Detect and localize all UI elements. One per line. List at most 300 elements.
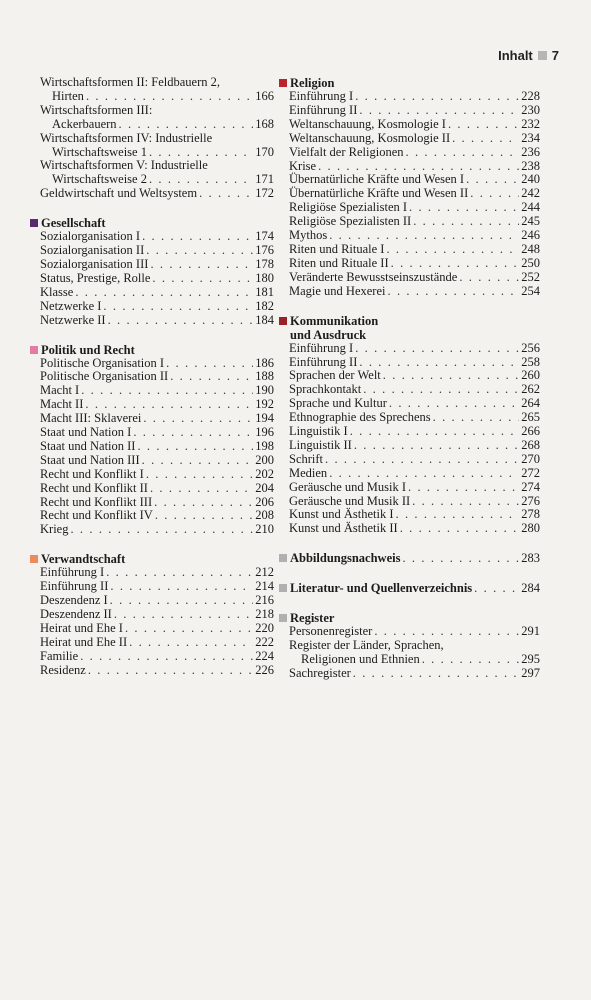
leader-dots [470,187,519,201]
toc-entry[interactable] [289,118,540,132]
section-heading-page: 284 [521,581,540,596]
toc-entry[interactable] [289,397,540,411]
leader-dots [114,608,253,622]
leader-dots [106,566,253,580]
leader-dots [81,384,253,398]
leader-dots [150,258,253,272]
toc-entry-label: Einführung II [40,579,109,594]
toc-entry-page: 186 [255,355,274,370]
section-color-square-icon [279,554,287,562]
toc-entry[interactable] [289,90,540,104]
toc-entry-page: 258 [521,354,540,369]
toc-entry[interactable] [40,173,274,187]
toc-entry-page: 196 [255,425,274,440]
leader-dots [350,425,520,439]
toc-entry-label: Recht und Konflikt I [40,466,144,481]
toc-entry[interactable] [289,369,540,383]
toc-entry-label: Recht und Konflikt IV [40,508,153,523]
toc-entry[interactable] [289,625,540,639]
leader-dots [329,229,519,243]
leader-dots [110,594,254,608]
header-page-number: 7 [551,48,559,63]
toc-entry[interactable] [40,650,274,664]
toc-entry-label: Familie [40,648,79,663]
leader-dots [448,118,519,132]
leader-dots [409,201,519,215]
toc-entry[interactable] [40,90,274,104]
toc-entry-page: 295 [521,651,540,666]
toc-entry-page: 194 [255,411,274,426]
toc-entry[interactable] [289,481,540,495]
toc-entry-page: 182 [255,298,274,313]
leader-dots [149,146,253,160]
leader-dots [143,412,253,426]
leader-dots [149,173,253,187]
toc-entry-page: 246 [521,228,540,243]
toc-entry-label: Macht II [40,397,84,412]
section-heading[interactable] [289,551,540,566]
toc-entry-page: 254 [521,283,540,298]
toc-entry-label: Politische Organisation II [40,369,169,384]
toc-entry[interactable] [289,495,540,509]
leader-dots [363,383,519,397]
toc-entry-page: 206 [255,494,274,509]
toc-entry[interactable] [289,342,540,356]
toc-entry-label: Geräusche und Musik I [289,479,406,494]
leader-dots [152,272,253,286]
toc-entry-label: Einführung I [40,565,105,580]
toc-entry-label: Krieg [40,522,69,537]
leader-dots [422,653,520,667]
toc-entry-page: 265 [521,410,540,425]
toc-section [40,216,274,327]
leader-dots [389,397,519,411]
toc-entry[interactable] [289,356,540,370]
toc-entry[interactable] [40,482,274,496]
toc-entry-label: Einführung II [289,102,358,117]
toc-entry-label: Residenz [40,662,86,677]
toc-entry-page: 171 [255,172,274,187]
leader-dots [146,468,253,482]
leader-dots [318,160,519,174]
toc-entry[interactable] [40,636,274,650]
leader-dots [154,496,253,510]
leader-dots [466,173,519,187]
leader-dots [80,650,253,664]
leader-dots [474,582,519,596]
toc-entry[interactable] [289,453,540,467]
toc-entry-label: Heirat und Ehe II [40,634,128,649]
leader-dots [359,104,519,118]
toc-entry-label: Medien [289,465,328,480]
toc-section [289,314,540,537]
toc-entry[interactable] [289,132,540,146]
toc-entry-page: 270 [521,451,540,466]
leader-dots [355,342,519,356]
toc-entry-label: Kunst und Ästhetik II [289,521,398,536]
toc-entry-page: 278 [521,507,540,522]
toc-entry-page: 166 [255,88,274,103]
header-label: Inhalt [498,48,533,63]
section-color-square-icon [30,346,38,354]
toc-entry[interactable] [289,667,540,681]
leader-dots [75,286,253,300]
toc-entry-page: 212 [255,565,274,580]
leader-dots [110,580,253,594]
toc-entry-page: 222 [255,634,274,649]
toc-section-continued [40,76,274,201]
toc-entry[interactable] [40,258,274,272]
section-heading[interactable] [289,581,540,596]
leader-dots [354,439,519,453]
leader-dots [459,271,519,285]
toc-entry-page: 297 [521,665,540,680]
toc-entry-page: 234 [521,130,540,145]
toc-entry-page: 176 [255,243,274,258]
toc-entry-label: Einführung II [289,354,358,369]
toc-entry-label: Religiöse Spezialisten I [289,200,408,215]
toc-entry[interactable] [40,566,274,580]
toc-entry-page: 276 [521,493,540,508]
toc-entry-label: Deszendenz I [40,593,108,608]
toc-entry-page: 252 [521,269,540,284]
toc-entry-page: 238 [521,158,540,173]
toc-entry-label: Heirat und Ehe I [40,620,123,635]
leader-dots [329,467,519,481]
toc-entry[interactable] [289,271,540,285]
toc-entry-page: 291 [521,624,540,639]
toc-entry-page: 262 [521,382,540,397]
toc-entry-page: 266 [521,424,540,439]
toc-entry-label: Sprachen der Welt [289,368,381,383]
toc-entry[interactable] [40,608,274,622]
toc-entry-line: Wirtschaftsformen V: Industrielle [40,158,208,173]
section-heading[interactable] [40,343,274,357]
leader-dots [406,146,520,160]
leader-dots [142,230,253,244]
toc-entry-label: Ethnographie des Sprechens [289,410,431,425]
leader-dots [108,314,254,328]
toc-entry-page: 184 [255,312,274,327]
toc-entry-label: Schrift [289,451,324,466]
leader-dots [137,440,253,454]
toc-entry-label: Riten und Rituale II [289,255,389,270]
leader-dots [402,552,519,566]
toc-entry-page: 178 [255,256,274,271]
leader-dots [155,509,253,523]
toc-entry-page: 228 [521,89,540,103]
running-header [498,48,559,63]
toc-entry-label: Sozialorganisation I [40,229,141,244]
toc-entry-page: 190 [255,383,274,398]
toc-entry-label: Wirtschaftsweise 2 [52,172,147,187]
toc-section [289,611,540,681]
toc-entry-label: Sozialorganisation III [40,256,149,271]
toc-section [289,76,540,299]
toc-entry-page: 226 [255,662,274,677]
toc-left-column [40,76,274,693]
leader-dots [170,370,253,384]
section-color-square-icon [30,555,38,563]
toc-entry-page: 204 [255,480,274,495]
toc-entry-label: Ackerbauern [52,116,117,131]
toc-entry-page: 280 [521,521,540,536]
toc-entry-label: Hirten [52,88,84,103]
toc-entry-label: Linguistik II [289,437,352,452]
toc-entry[interactable] [40,146,274,160]
toc-entry[interactable] [40,594,274,608]
toc-entry-page: 192 [255,397,274,412]
toc-entry-label: Staat und Nation II [40,438,136,453]
toc-entry-label: Magie und Hexerei [289,283,386,298]
toc-entry-label: Netzwerke II [40,312,106,327]
leader-dots [146,244,253,258]
toc-entry-label: Sozialorganisation II [40,243,145,258]
toc-entry-label: Riten und Rituale I [289,241,385,256]
toc-entry-label: Übernatürliche Kräfte und Wesen I [289,172,465,187]
toc-entry[interactable] [289,411,540,425]
toc-entry[interactable] [289,439,540,453]
toc-entry-page: 256 [521,340,540,355]
section-heading-text: Religion [290,76,335,90]
toc-entry-label: Weltanschauung, Kosmologie II [289,130,451,145]
toc-entry-label: Kunst und Ästhetik I [289,507,394,522]
toc-entry-page: 202 [255,466,274,481]
toc-entry[interactable] [289,229,540,243]
leader-dots [125,622,253,636]
toc-entry[interactable] [289,467,540,481]
toc-entry[interactable] [40,230,274,244]
toc-entry[interactable] [40,440,274,454]
toc-entry-label: Netzwerke I [40,298,102,313]
leader-dots [412,495,519,509]
toc-entry[interactable] [40,357,274,371]
section-heading-text: Gesellschaft [41,216,106,231]
toc-entry-label: Mythos [289,228,328,243]
toc-entry-page: 198 [255,438,274,453]
toc-entry[interactable] [40,370,274,384]
toc-entry-page: 216 [255,593,274,608]
toc-entry[interactable] [289,243,540,257]
toc-entry-label: Politische Organisation I [40,355,165,370]
toc-entry-line: Wirtschaftsformen IV: Industrielle [40,130,213,145]
leader-dots [383,369,519,383]
toc-entry-page: 181 [255,284,274,299]
leader-dots [391,257,520,271]
leader-dots [452,132,519,146]
toc-entry[interactable] [40,496,274,510]
section-heading-page: 283 [521,551,540,566]
toc-entry-label: Recht und Konflikt II [40,480,148,495]
leader-dots [88,664,253,678]
toc-entry[interactable] [40,118,274,132]
leader-dots [199,187,253,201]
toc-entry-label: Geldwirtschaft und Weltsystem [40,186,198,201]
toc-section [40,552,274,677]
toc-entry-label: Religionen und Ethnien [301,651,420,666]
toc-entry[interactable] [40,398,274,412]
leader-dots [408,481,519,495]
leader-dots [85,398,253,412]
toc-entry[interactable] [289,508,540,522]
toc-entry[interactable] [40,426,274,440]
section-heading-text: Literatur- und Quellenverzeichnis [290,581,473,596]
toc-entry[interactable] [40,509,274,523]
section-heading[interactable] [40,552,274,566]
toc-entry-line: Register der Länder, Sprachen, [289,638,444,652]
toc-entry-label: Recht und Konflikt III [40,494,153,509]
toc-entry[interactable] [289,104,540,118]
section-color-square-icon [279,79,287,87]
toc-entry[interactable] [289,201,540,215]
toc-entry[interactable] [289,146,540,160]
toc-entry-page: 240 [521,172,540,187]
section-heading[interactable] [40,216,274,230]
toc-entry-page: 236 [521,144,540,159]
leader-dots [166,357,253,371]
section-heading[interactable] [289,611,540,625]
toc-entry-page: 224 [255,648,274,663]
toc-entry[interactable] [40,412,274,426]
leader-dots [400,522,520,536]
leader-dots [355,90,519,104]
toc-entry-page: 174 [255,229,274,244]
section-color-square-icon [30,219,38,227]
toc-entry-page: 264 [521,396,540,411]
toc-entry-label: Religiöse Spezialisten II [289,214,412,229]
leader-dots [359,356,519,370]
toc-entry-page: 230 [521,102,540,117]
toc-entry-label: Deszendenz II [40,607,112,621]
toc-entry-page: 250 [521,255,540,270]
toc-entry-label: Sachregister [289,665,351,680]
toc-entry-page: 245 [521,214,540,229]
leader-dots [374,625,519,639]
toc-entry[interactable] [40,622,274,636]
toc-entry-page: 268 [521,437,540,452]
toc-entry-label: Krise [289,158,317,173]
toc-entry-label: Veränderte Bewusstseinszustände [289,269,458,284]
toc-entry-label: Weltanschauung, Kosmologie I [289,116,446,131]
toc-entry[interactable] [289,160,540,174]
toc-entry-label: Staat und Nation III [40,452,140,467]
toc-entry-label: Sprachkontakt [289,382,362,397]
toc-entry-label: Wirtschaftsweise 1 [52,144,147,159]
section-heading[interactable] [289,76,540,90]
toc-entry[interactable] [40,384,274,398]
section-heading[interactable] [289,314,540,342]
section-heading-text: Kommunikation und Ausdruck [290,313,379,342]
toc-entry-label: Einführung I [289,340,354,355]
toc-entry-page: 274 [521,479,540,494]
toc-entry[interactable] [40,272,274,286]
toc-entry-page: 260 [521,368,540,383]
leader-dots [86,90,253,104]
toc-entry-page: 180 [255,270,274,285]
toc-entry[interactable] [40,314,274,328]
toc-entry-label: Linguistik I [289,424,348,439]
toc-entry-line: Wirtschaftsformen II: Feldbauern 2, [40,75,220,89]
header-square-icon [538,51,547,60]
toc-section [289,551,540,566]
toc-entry-page: 200 [255,452,274,467]
toc-entry-label: Vielfalt der Religionen [289,144,404,159]
toc-entry[interactable] [40,244,274,258]
leader-dots [70,523,253,537]
section-heading-text: Register [290,611,335,626]
toc-entry-page: 248 [521,241,540,256]
toc-entry[interactable] [289,653,540,667]
toc-entry-label: Staat und Nation I [40,425,132,440]
toc-entry[interactable] [289,187,540,201]
toc-entry-label: Sprache und Kultur [289,396,387,411]
toc-entry-page: 172 [255,186,274,201]
toc-entry-page: 242 [521,186,540,201]
toc-entry-page: 188 [255,369,274,384]
toc-entry[interactable] [40,300,274,314]
toc-entry-page: 272 [521,465,540,480]
toc-entry-label: Geräusche und Musik II [289,493,411,508]
leader-dots [396,508,520,522]
toc-entry[interactable] [40,187,274,201]
leader-dots [433,411,520,425]
toc-right-column [289,76,540,696]
toc-entry[interactable] [40,664,274,678]
toc-entry[interactable] [40,454,274,468]
toc-entry[interactable] [289,383,540,397]
leader-dots [150,482,253,496]
leader-dots [103,300,253,314]
leader-dots [119,118,254,132]
leader-dots [133,426,253,440]
toc-entry-label: Klasse [40,284,74,299]
toc-entry[interactable] [289,257,540,271]
toc-entry[interactable] [40,523,274,537]
toc-entry-page: 220 [255,620,274,635]
toc-entry-label: Einführung I [289,89,354,103]
toc-entry-label: Macht I [40,383,80,398]
toc-entry[interactable] [289,173,540,187]
toc-entry-page: 170 [255,144,274,159]
toc-entry[interactable] [289,215,540,229]
toc-section [40,343,274,538]
toc-entry-label: Übernatürliche Kräfte und Wesen II [289,186,469,201]
toc-entry[interactable] [40,468,274,482]
leader-dots [142,454,254,468]
toc-entry-page: 244 [521,200,540,215]
section-color-square-icon [279,614,287,622]
section-color-square-icon [279,317,287,325]
toc-entry-page: 218 [255,607,274,621]
toc-entry[interactable] [289,522,540,536]
section-color-square-icon [279,584,287,592]
toc-entry-page: 214 [255,579,274,594]
leader-dots [353,667,519,681]
toc-entry-page: 208 [255,508,274,523]
toc-entry-page: 232 [521,116,540,131]
toc-entry-line: Wirtschaftsformen III: [40,102,153,117]
toc-entry-page: 210 [255,522,274,537]
toc-entry[interactable] [289,285,540,299]
toc-entry[interactable] [289,425,540,439]
toc-entry[interactable] [40,580,274,594]
section-heading-text: Abbildungsnachweis [290,551,401,566]
toc-entry-label: Personenregister [289,624,373,639]
toc-entry[interactable] [40,286,274,300]
toc-section [289,581,540,596]
toc-entry-page: 168 [255,116,274,131]
leader-dots [325,453,519,467]
